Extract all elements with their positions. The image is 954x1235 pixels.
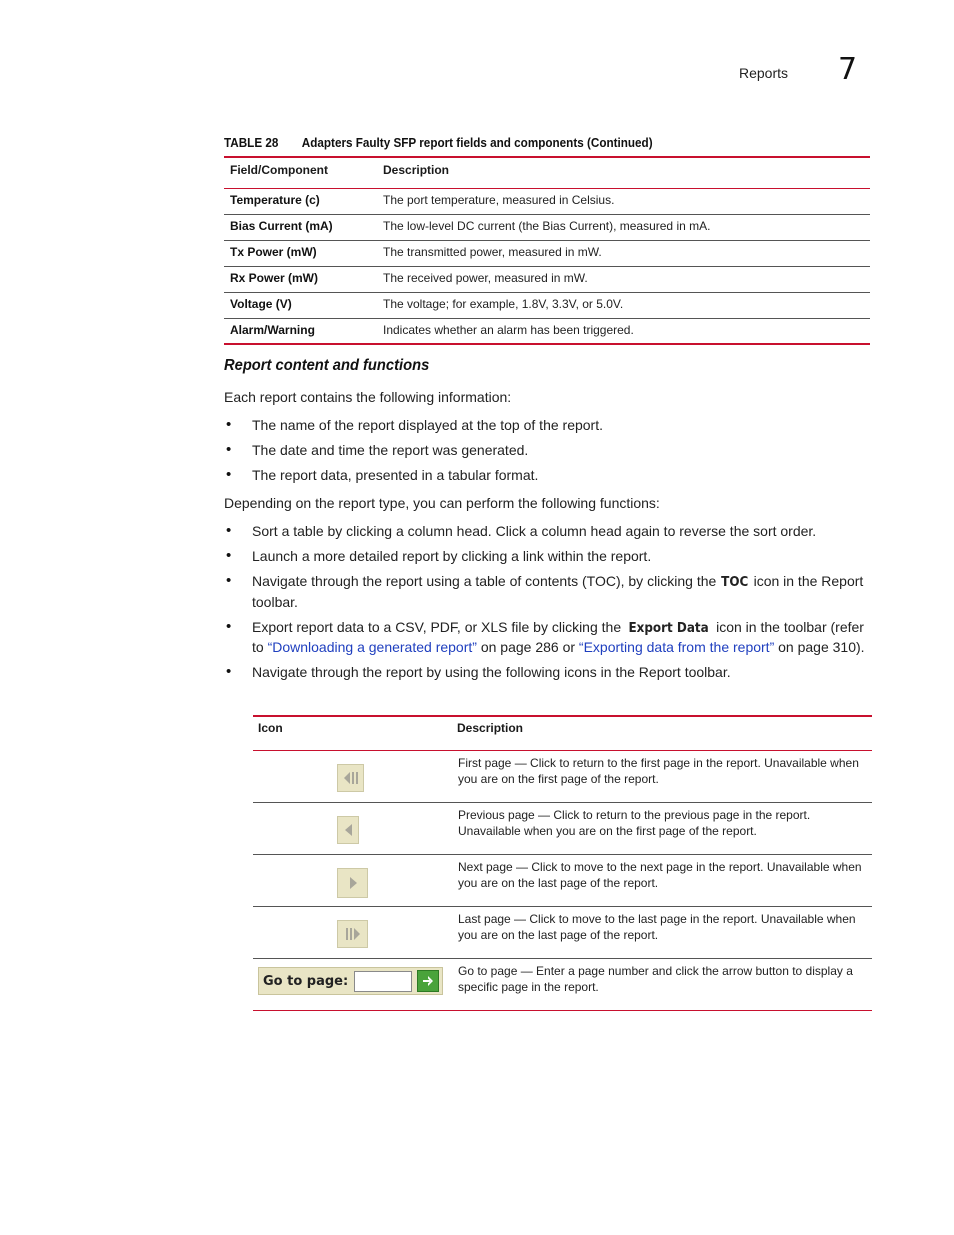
table-title: Adapters Faulty SFP report fields and components (Continued) — [301, 135, 653, 150]
icon-cell — [253, 803, 452, 855]
toc-bold-label: TOC — [721, 575, 749, 590]
description-cell: Indicates whether an alarm has been triggered. — [377, 318, 870, 344]
export-data-bold-label: Export Data — [628, 620, 709, 636]
description-cell: The transmitted power, measured in mW. — [377, 240, 870, 266]
toolbar-icons-table — [253, 715, 872, 1011]
table-header-row — [224, 157, 870, 188]
icon-cell — [253, 907, 452, 959]
table-row — [224, 318, 870, 344]
list-item: • Sort a table by clicking a column head. Click a column head again to reverse the sort order. — [224, 522, 874, 541]
table-header-row — [253, 716, 872, 751]
column-header-field: Field/Component — [224, 157, 377, 188]
go-to-page-label: Go to page: — [263, 973, 349, 989]
export-text-pre: Export report data to a CSV, PDF, or XLS file by clicking the — [252, 618, 625, 635]
description-cell: First page — Click to return to the first page in the report. Unavailable when you are on the first page of the report. — [452, 751, 872, 803]
functions-intro-paragraph: Depending on the report type, you can perform the following functions: — [224, 495, 660, 511]
info-list — [224, 416, 874, 485]
table-row — [253, 959, 872, 1011]
intro-paragraph: Each report contains the following information: — [224, 389, 512, 405]
description-cell: The voltage; for example, 1.8V, 3.3V, or 5.0V. — [377, 292, 870, 318]
table-row — [253, 855, 872, 907]
list-item: • The date and time the report was generated. — [224, 441, 874, 460]
go-arrow-button[interactable] — [417, 970, 439, 992]
sfp-fields-table — [224, 156, 870, 345]
list-item: • The report data, presented in a tabular format. — [224, 466, 874, 485]
list-item: • Launch a more detailed report by clicking a link within the report. — [224, 547, 874, 566]
chapter-number: 7 — [838, 52, 858, 87]
list-item — [224, 618, 874, 657]
table-row — [224, 240, 870, 266]
functions-list — [224, 522, 874, 682]
downloading-report-link[interactable]: “Downloading a generated report” — [267, 639, 477, 655]
last-page-icon[interactable] — [337, 920, 368, 948]
column-header-description: Description — [377, 157, 870, 188]
table-row — [253, 751, 872, 803]
export-text-mid2: on page 286 or — [476, 639, 579, 655]
exporting-data-link[interactable]: “Exporting data from the report” — [578, 639, 775, 655]
icon-cell — [253, 959, 452, 1011]
table-row — [224, 214, 870, 240]
list-item: • Navigate through the report by using the following icons in the Report toolbar. — [224, 663, 874, 682]
column-header-description: Description — [452, 716, 872, 751]
description-cell: Last page — Click to move to the last page in the report. Unavailable when you are on the last page of the report. — [452, 907, 872, 959]
description-cell: The received power, measured in mW. — [377, 266, 870, 292]
field-cell: Tx Power (mW) — [224, 240, 377, 266]
icon-cell — [253, 751, 452, 803]
running-header-section: Reports — [739, 65, 789, 81]
arrow-right-icon — [421, 974, 435, 988]
field-cell: Rx Power (mW) — [224, 266, 377, 292]
field-cell: Temperature (c) — [224, 188, 377, 214]
toc-text-pre: Navigate through the report using a table of contents (TOC), by clicking the — [252, 573, 721, 589]
table-row — [253, 803, 872, 855]
table-number: TABLE 28 — [224, 135, 279, 150]
list-item: • The name of the report displayed at the top of the report. — [224, 416, 874, 435]
description-cell: Next page — Click to move to the next page in the report. Unavailable when you are on the last page of the report. — [452, 855, 872, 907]
description-cell: Previous page — Click to return to the previous page in the report. Unavailable when you are on the first page of the report. — [452, 803, 872, 855]
column-header-icon: Icon — [253, 716, 452, 751]
table-row — [253, 907, 872, 959]
table-row — [224, 188, 870, 214]
field-cell: Voltage (V) — [224, 292, 377, 318]
field-cell: Alarm/Warning — [224, 318, 377, 344]
list-item — [224, 572, 874, 611]
page-number-input[interactable] — [354, 971, 412, 992]
description-cell: The low-level DC current (the Bias Current), measured in mA. — [377, 214, 870, 240]
table-row — [224, 266, 870, 292]
description-cell: The port temperature, measured in Celsius. — [377, 188, 870, 214]
field-cell: Bias Current (mA) — [224, 214, 377, 240]
icon-cell — [253, 855, 452, 907]
description-cell: Go to page — Enter a page number and click the arrow button to display a specific page in the report. — [452, 959, 872, 1011]
toc-text-post: icon in the Report toolbar. — [252, 573, 864, 610]
table-row — [224, 292, 870, 318]
next-page-icon[interactable] — [337, 868, 368, 898]
section-heading: Report content and functions — [224, 357, 430, 374]
export-text-mid: icon in the toolbar (refer to — [252, 618, 864, 655]
go-to-page-control — [258, 967, 443, 995]
first-page-icon[interactable] — [337, 764, 364, 792]
table-caption — [224, 135, 653, 150]
export-text-post: on page 310). — [774, 639, 865, 655]
previous-page-icon[interactable] — [337, 816, 359, 844]
